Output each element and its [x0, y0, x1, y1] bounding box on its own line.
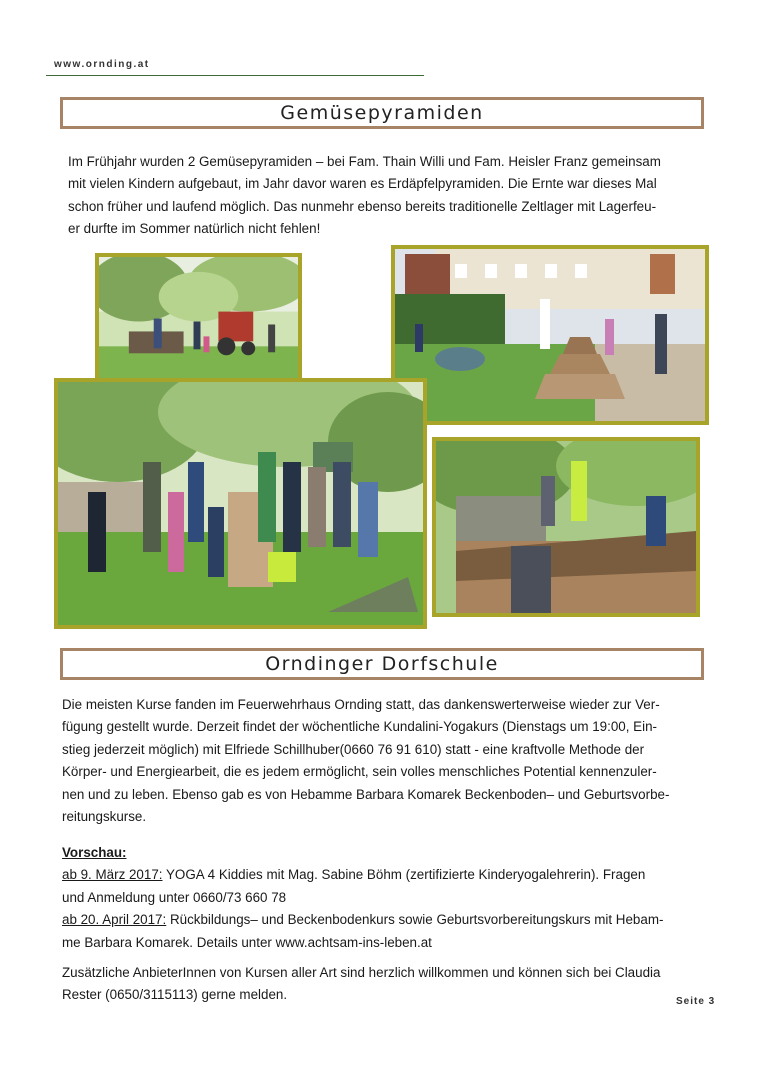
photo-house-pyramid — [391, 245, 709, 425]
preview-text: Rückbildungs– und Beckenbodenkurs sowie Geburtsvorbereitungskurs mit Hebam- — [166, 912, 664, 928]
page-number: Seite 3 — [676, 996, 716, 1007]
section-title: Gemüsepyramiden — [280, 102, 484, 124]
website-url: www.ornding.at — [54, 59, 150, 70]
text-line: schon früher und laufend möglich. Das nunmehr ebenso bereits traditionelle Zeltlager mit Lagerfeu- — [68, 198, 657, 214]
section-heading-gemuesepyramiden — [60, 97, 704, 129]
text-line: nen und zu leben. Ebenso gab es von Hebamme Barbara Komarek Beckenboden– und Geburtsvorbe- — [62, 786, 670, 802]
photo-digging-children — [432, 437, 700, 617]
text-line: er durfte im Sommer natürlich nicht fehlen! — [68, 221, 321, 237]
intro-paragraph — [68, 151, 661, 241]
text-line: Die meisten Kurse fanden im Feuerwehrhaus Ornding statt, das dankenswerterweise wieder zur Ver- — [62, 697, 660, 712]
preview-item-1-line2: und Anmeldung unter 0660/73 660 78 — [62, 889, 287, 905]
preview-date: ab 9. März 2017: — [62, 867, 163, 883]
preview-item-1 — [62, 864, 663, 886]
text-line: Körper- und Energiearbeit, die es jedem ermöglicht, sein volles menschliches Potential kennenzuler- — [62, 764, 657, 780]
photo-group-children — [54, 378, 427, 629]
section-title: Orndinger Dorfschule — [265, 653, 499, 675]
preview-date: ab 20. April 2017: — [62, 912, 167, 928]
preview-block — [62, 842, 663, 954]
text-line: Rester (0650/3115113) gerne melden. — [62, 987, 288, 1003]
header-rule — [46, 75, 424, 76]
preview-text: YOGA 4 Kiddies mit Mag. Sabine Böhm (zertifizierte Kinderyogalehrerin). Fragen — [162, 867, 646, 883]
text-line: stieg jederzeit möglich) mit Elfriede Schillhuber(0660 76 91 610) statt - eine kraftvolle Methode der — [62, 741, 645, 757]
dorfschule-paragraph — [62, 694, 669, 828]
preview-item-2 — [62, 909, 663, 931]
closing-paragraph — [62, 962, 660, 1007]
text-line: reitungskurse. — [62, 809, 147, 825]
section-heading-dorfschule — [60, 648, 704, 680]
photo-tractor-group — [95, 253, 302, 394]
preview-heading: Vorschau: — [62, 845, 127, 860]
text-line: Zusätzliche AnbieterInnen von Kursen aller Art sind herzlich willkommen und können sich bei Claudia — [62, 965, 661, 980]
text-line: fügung gestellt wurde. Derzeit findet der wöchentliche Kundalini-Yogakurs (Dienstags um 19:00, Ein- — [62, 719, 657, 735]
text-line: mit vielen Kindern aufgebaut, im Jahr davor waren es Erdäpfelpyramiden. Die Ernte war dieses Mal — [68, 176, 657, 192]
preview-item-2-line2: me Barbara Komarek. Details unter www.achtsam-ins-leben.at — [62, 934, 432, 950]
text-line: Im Frühjahr wurden 2 Gemüsepyramiden – bei Fam. Thain Willi und Fam. Heisler Franz gemeinsam — [68, 154, 661, 169]
